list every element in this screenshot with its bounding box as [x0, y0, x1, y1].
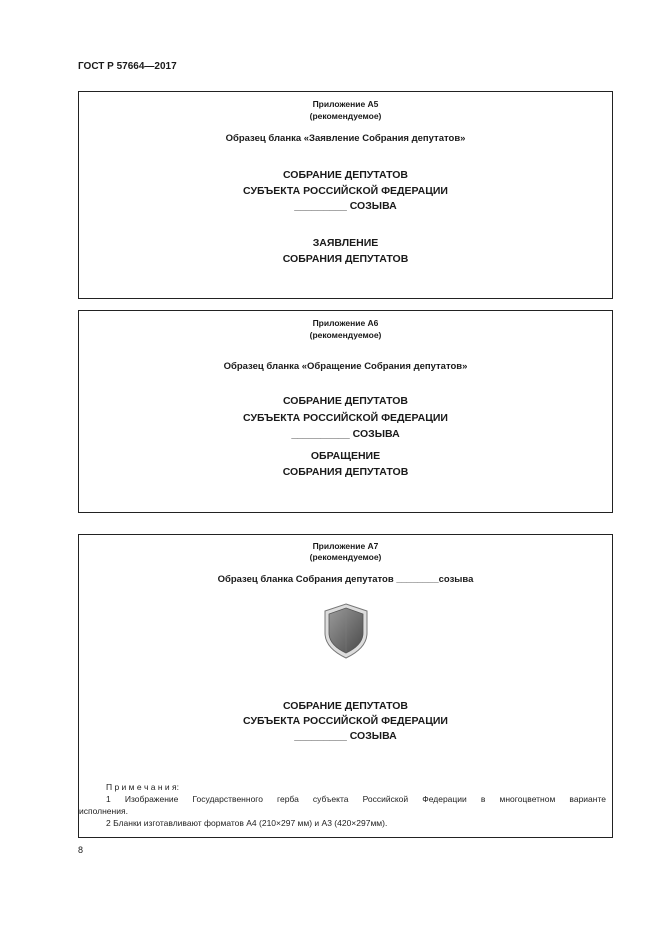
doc-type-line: ЗАЯВЛЕНИЕ — [312, 237, 379, 249]
appendix-title: Приложение А6 — [312, 318, 379, 328]
appendix-caption: Образец бланка «Заявление Собрания депутатов» — [225, 133, 466, 144]
note-item-continuation: исполнения. — [79, 806, 128, 816]
org-line: _________ СОЗЫВА — [294, 730, 397, 742]
appendix-status: (рекомендуемое) — [309, 552, 382, 562]
appendix-status: (рекомендуемое) — [309, 330, 382, 340]
note-item: 1 Изображение Государственного герба субъекта Российской Федерации в многоцветном варианте — [106, 794, 606, 804]
org-line: СУБЪЕКТА РОССИЙСКОЙ ФЕДЕРАЦИИ — [243, 412, 448, 424]
org-line: СУБЪЕКТА РОССИЙСКОЙ ФЕДЕРАЦИИ — [243, 715, 448, 727]
appendix-a7-box — [78, 534, 613, 838]
doc-type-line: СОБРАНИЯ ДЕПУТАТОВ — [282, 466, 409, 478]
appendix-a5-box — [78, 91, 613, 299]
coat-of-arms-shield-icon — [324, 603, 368, 659]
org-line: СОБРАНИЕ ДЕПУТАТОВ — [282, 395, 409, 407]
appendix-caption: Образец бланка «Обращение Собрания депутатов» — [223, 361, 468, 372]
page-number: 8 — [78, 845, 84, 855]
note-item: 2 Бланки изготавливают форматов А4 (210×297 мм) и А3 (420×297мм). — [106, 818, 388, 828]
appendix-title: Приложение А7 — [312, 541, 379, 551]
org-line: СОБРАНИЕ ДЕПУТАТОВ — [282, 169, 409, 181]
notes-heading: П р и м е ч а н и я: — [106, 782, 179, 792]
appendix-a6-box — [78, 310, 613, 513]
doc-type-line: ОБРАЩЕНИЕ — [310, 450, 381, 462]
appendix-status: (рекомендуемое) — [309, 111, 382, 121]
appendix-title: Приложение А5 — [312, 99, 379, 109]
org-line: __________ СОЗЫВА — [291, 428, 400, 440]
org-line: _________ СОЗЫВА — [294, 200, 397, 212]
document-code: ГОСТ Р 57664—2017 — [78, 61, 177, 72]
doc-type-line: СОБРАНИЯ ДЕПУТАТОВ — [282, 253, 409, 265]
appendix-caption: Образец бланка Собрания депутатов ________созыва — [217, 574, 474, 585]
org-line: СУБЪЕКТА РОССИЙСКОЙ ФЕДЕРАЦИИ — [243, 185, 448, 197]
org-line: СОБРАНИЕ ДЕПУТАТОВ — [282, 700, 409, 712]
